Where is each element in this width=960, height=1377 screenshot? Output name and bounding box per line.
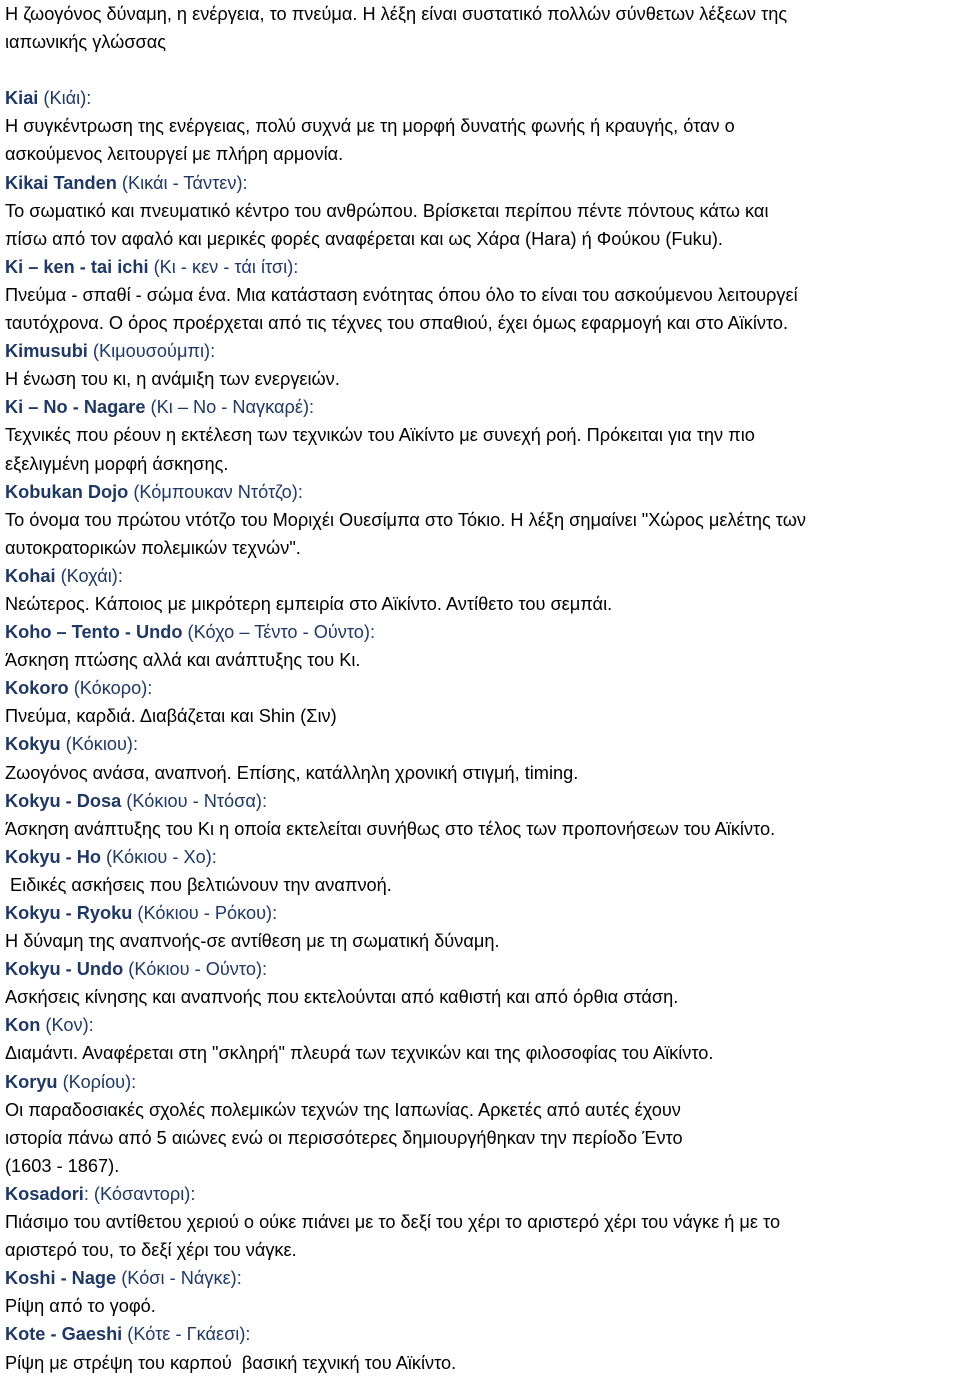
glossary-entry (5, 1068, 956, 1180)
glossary-entry (5, 1011, 956, 1067)
glossary-entry (5, 618, 956, 674)
term-definition-line: Πνεύμα, καρδιά. Διαβάζεται και Shin (Σιν) (5, 706, 337, 727)
term-definition-line: Άσκηση ανάπτυξης του Κι η οποία εκτελείται συνήθως στο τέλος των προπονήσεων του Αϊκίντο. (5, 818, 776, 839)
term-definition-line: Τεχνικές που ρέουν η εκτέλεση των τεχνικών του Αϊκίντο με συνεχή ροή. Πρόκειται για την πιο (5, 425, 755, 446)
term-transliteration: (Κικάι - Τάντεν): (116, 172, 248, 193)
term-transliteration: (Κόσι - Νάγκε): (116, 1268, 242, 1289)
term-heading (5, 955, 956, 983)
term-transliteration: (Κόκιου): (60, 734, 139, 755)
term-definition-line: Ζωογόνος ανάσα, αναπνοή. Επίσης, κατάλληλη χρονική στιγμή, timing. (5, 762, 579, 783)
term-name: Kokyu - Ryoku (5, 903, 133, 923)
term-transliteration: (Κον): (40, 1015, 94, 1036)
term-name: Ki – No - Nagare (5, 397, 146, 418)
term-definition-line: Το σωματικό και πνευματικό κέντρο του ανθρώπου. Βρίσκεται περίπου πέντε πόντους κάτω και (5, 200, 769, 221)
term-transliteration: (Κόκιου - Ρόκου): (132, 903, 278, 923)
intro-line: ιαπωνικής γλώσσας (5, 32, 167, 53)
term-transliteration: : (Κόσαντορι): (83, 1183, 196, 1204)
term-name: Kiai (5, 88, 39, 109)
term-name: Kikai Tanden (5, 172, 117, 193)
term-heading (5, 899, 956, 927)
term-name: Koshi - Nage (5, 1268, 117, 1289)
term-heading (5, 787, 956, 815)
term-definition-line: Η δύναμη της αναπνοής-σε αντίθεση με τη σωματική δύναμη. (5, 931, 500, 952)
glossary-entry (5, 478, 956, 562)
term-heading (5, 1264, 956, 1292)
glossary-list (5, 84, 956, 1376)
term-definition-line: πίσω από τον αφαλό και μερικές φορές αναφέρεται και ως Χάρα (Hara) ή Φούκου (Fuku). (5, 228, 723, 249)
term-heading (5, 1320, 956, 1348)
term-heading (5, 730, 956, 758)
term-heading (5, 843, 956, 871)
term-transliteration: (Κόκιου - Χο): (101, 846, 217, 867)
term-definition-line: αριστερό του, το δεξί χέρι του νάγκε. (5, 1240, 297, 1261)
glossary-entry (5, 337, 956, 393)
term-definition-line: ασκούμενος λειτουργεί με πλήρη αρμονία. (5, 144, 344, 165)
term-transliteration: (Κόκιου - Ντόσα): (121, 790, 268, 811)
term-definition-line: Ειδικές ασκήσεις που βελτιώνουν την αναπνοή. (5, 874, 392, 895)
term-transliteration: (Κόκιου - Ούντο): (123, 959, 268, 980)
term-transliteration: (Κορίου): (57, 1071, 137, 1092)
term-heading (5, 674, 956, 702)
term-heading (5, 169, 956, 197)
term-name: Koryu (5, 1071, 58, 1092)
term-definition-line: Πιάσιμο του αντίθετου χεριού ο ούκε πιάνει με το δεξί του χέρι το αριστερό χέρι του νάγκε ή με το (5, 1212, 781, 1233)
term-name: Koho – Tento - Undo (5, 622, 183, 643)
term-name: Kimusubi (5, 341, 88, 362)
paragraph-spacer (5, 56, 956, 84)
term-transliteration: (Κόκορο): (68, 678, 153, 699)
term-definition-line: Η ένωση του κι, η ανάμιξη των ενεργειών. (5, 369, 340, 390)
term-name: Kosadori (5, 1183, 84, 1204)
term-transliteration: (Κότε - Γκάεσι): (122, 1324, 251, 1345)
glossary-entry (5, 1320, 956, 1376)
term-definition-line: Η συγκέντρωση της ενέργειας, πολύ συχνά με τη μορφή δυνατής φωνής ή κραυγής, όταν ο (5, 116, 735, 137)
term-heading (5, 562, 956, 590)
term-transliteration: (Κι - κεν - τάι ίτσι): (148, 256, 299, 277)
term-transliteration: (Κιμουσούμπι): (87, 341, 216, 362)
term-transliteration: (Κόχο – Τέντο - Ούντο): (182, 622, 376, 643)
term-heading (5, 84, 956, 112)
term-heading (5, 1068, 956, 1096)
intro-line: Η ζωογόνος δύναμη, η ενέργεια, το πνεύμα. Η λέξη είναι συστατικό πολλών σύνθετων λέξεων της (5, 4, 788, 24)
glossary-entry (5, 955, 956, 1011)
term-heading (5, 618, 956, 646)
glossary-entry (5, 674, 956, 730)
glossary-entry (5, 899, 956, 955)
glossary-entry (5, 169, 956, 253)
glossary-entry (5, 787, 956, 843)
term-definition-line: Διαμάντι. Αναφέρεται στη "σκληρή" πλευρά των τεχνικών και της φιλοσοφίας του Αϊκίντο. (5, 1043, 714, 1064)
glossary-entry (5, 730, 956, 786)
term-name: Kote - Gaeshi (5, 1324, 123, 1345)
glossary-entry (5, 253, 956, 337)
term-definition-line: Το όνομα του πρώτου ντότζο του Μοριχέι Ουεσίμπα στο Τόκιο. Η λέξη σημαίνει "Χώρος μελέτης των (5, 509, 806, 530)
term-name: Kobukan Dojo (5, 481, 129, 502)
glossary-entry (5, 84, 956, 168)
term-heading (5, 393, 956, 421)
term-heading (5, 1011, 956, 1039)
term-definition-line: (1603 - 1867). (5, 1155, 120, 1176)
term-name: Kokoro (5, 678, 69, 699)
term-definition-line: Ρίψη με στρέψη του καρπού βασική τεχνική του Αϊκίντο. (5, 1352, 457, 1373)
term-definition-line: ιστορία πάνω από 5 αιώνες ενώ οι περισσότερες δημιουργήθηκαν την περίοδο Έντο (5, 1127, 683, 1148)
term-name: Kokyu - Ho (5, 846, 101, 867)
term-transliteration: (Κοχάι): (55, 565, 123, 586)
glossary-entry (5, 1180, 956, 1264)
term-heading (5, 478, 956, 506)
term-definition-line: Νεώτερος. Κάποιος με μικρότερη εμπειρία στο Αϊκίντο. Αντίθετο του σεμπάι. (5, 593, 613, 614)
term-name: Kon (5, 1015, 41, 1036)
term-definition-line: Άσκηση πτώσης αλλά και ανάπτυξης του Κι. (5, 650, 361, 671)
glossary-entry (5, 562, 956, 618)
term-name: Kokyu - Dosa (5, 790, 122, 811)
term-name: Kohai (5, 565, 56, 586)
term-definition-line: αυτοκρατορικών πολεμικών τεχνών". (5, 537, 301, 558)
term-definition-line: εξελιγμένη μορφή άσκησης. (5, 453, 229, 474)
term-heading (5, 253, 956, 281)
term-name: Kokyu - Undo (5, 959, 124, 980)
term-heading (5, 337, 956, 365)
term-transliteration: (Κιάι): (38, 88, 92, 109)
glossary-entry (5, 843, 956, 899)
glossary-entry (5, 393, 956, 477)
term-heading (5, 1180, 956, 1208)
term-definition-line: ταυτόχρονα. Ο όρος προέρχεται από τις τέχνες του σπαθιού, έχει όμως εφαρμογή και στο Αϊκίντο. (5, 313, 789, 334)
term-transliteration: (Κι – Νο - Ναγκαρέ): (145, 397, 315, 418)
intro-paragraph (5, 0, 956, 56)
term-definition-line: Οι παραδοσιακές σχολές πολεμικών τεχνών της Ιαπωνίας. Αρκετές από αυτές έχουν (5, 1099, 681, 1120)
term-name: Ki – ken - tai ichi (5, 256, 149, 277)
term-transliteration: (Κόμπουκαν Ντότζο): (128, 481, 303, 502)
term-definition-line: Ρίψη από το γοφό. (5, 1296, 156, 1317)
term-definition-line: Ασκήσεις κίνησης και αναπνοής που εκτελούνται από καθιστή και από όρθια στάση. (5, 987, 679, 1008)
term-name: Kokyu (5, 734, 61, 755)
glossary-entry (5, 1264, 956, 1320)
term-definition-line: Πνεύμα - σπαθί - σώμα ένα. Μια κατάσταση ενότητας όπου όλο το είναι του ασκούμενου λειτουργεί (5, 284, 798, 305)
